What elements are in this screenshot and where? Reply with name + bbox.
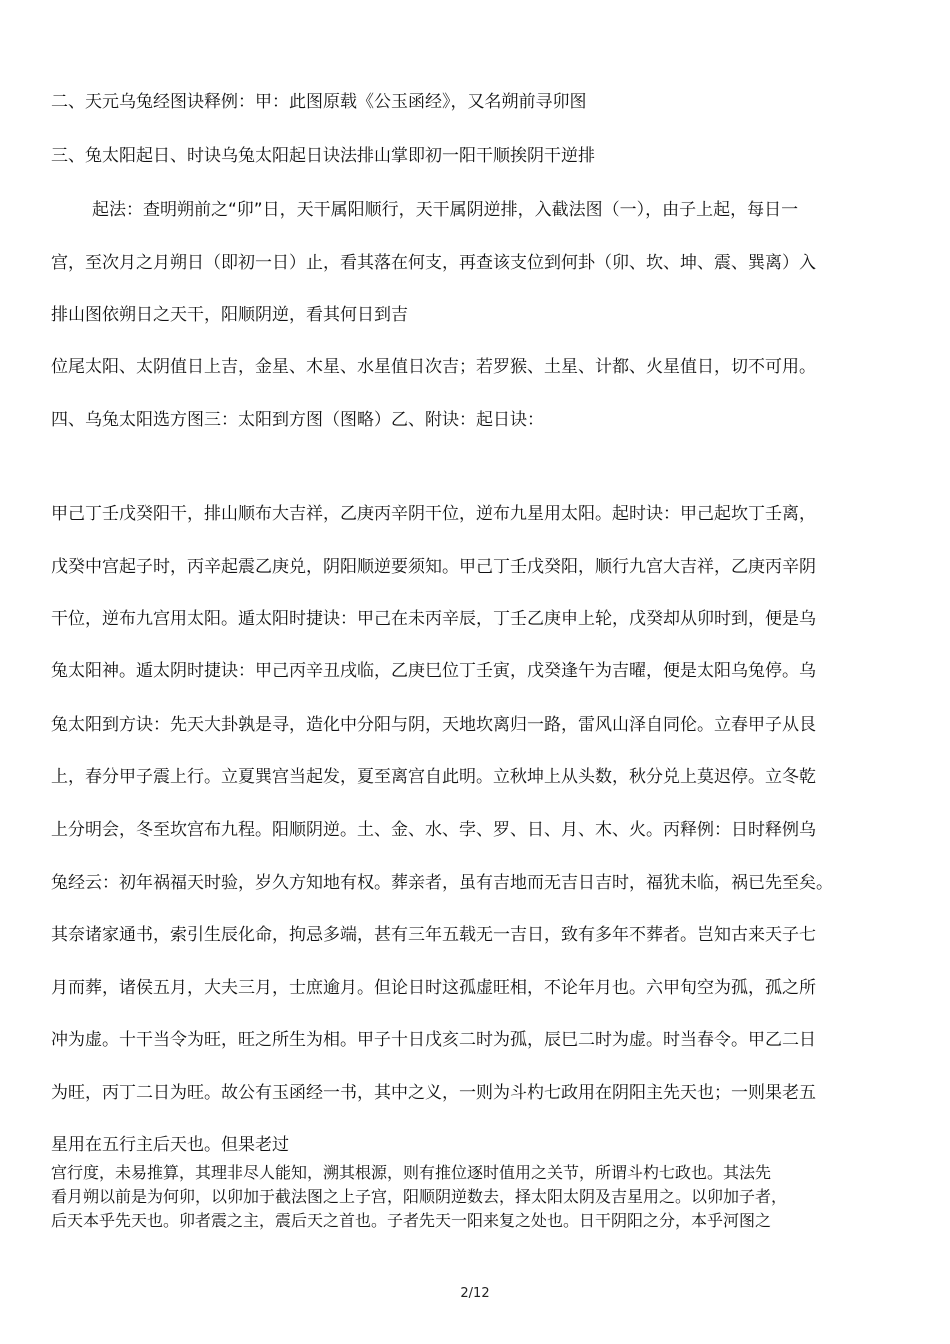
paragraph-line: 其奈诸家通书，索引生辰化命，拘忌多端，甚有三年五载无一吉日，致有多年不葬者。岂知古来天子七 xyxy=(51,925,816,945)
paragraph-line: 星用在五行主后天也。但果老过 xyxy=(51,1135,289,1155)
heading-section-2: 二、天元乌兔经图诀释例：甲：此图原载《公玉函经》，又名朔前寻卯图 xyxy=(51,92,587,112)
heading-section-3: 三、兔太阳起日、时诀乌兔太阳起日诀法排山掌即初一阳干顺挨阴干逆排 xyxy=(51,146,595,166)
paragraph-line-dense: 看月朔以前是为何卯，以卯加于截法图之上子宫，阳顺阴逆数去，择太阳太阴及吉星用之。以卯加子者， xyxy=(51,1187,788,1206)
paragraph-line: 上，春分甲子震上行。立夏巽宫当起发，夏至离宫自此明。立秋坤上从头数，秋分兑上莫迟停。立冬乾 xyxy=(51,767,816,787)
paragraph-line: 排山图依朔日之天干，阳顺阴逆，看其何日到吉 xyxy=(51,305,408,325)
paragraph-line: 位尾太阳、太阴值日上吉，金星、木星、水星值日次吉；若罗猴、土星、计都、火星值日，切不可用。 xyxy=(51,357,816,377)
paragraph-line: 起法：查明朔前之“卯”日，天干属阳顺行，天干属阴逆排，入截法图（一），由子上起，每日一 xyxy=(92,200,799,220)
paragraph-line: 戊癸中宫起子时，丙辛起震乙庚兑，阴阳顺逆要须知。甲己丁壬戊癸阳，顺行九宫大吉祥，乙庚丙辛阴 xyxy=(51,557,816,577)
heading-section-4: 四、乌兔太阳选方图三：太阳到方图（图略）乙、附诀：起日诀： xyxy=(51,410,544,430)
paragraph-line: 月而葬，诸侯五月，大夫三月，士庶逾月。但论日时这孤虚旺相，不论年月也。六甲旬空为孤，孤之所 xyxy=(51,978,816,998)
paragraph-line: 宫，至次月之月朔日（即初一日）止，看其落在何支，再查该支位到何卦（卯、坎、坤、震、巽离）入 xyxy=(51,253,816,273)
paragraph-line: 干位，逆布九宫用太阳。遁太阳时捷诀：甲己在未丙辛辰，丁壬乙庚申上轮，戊癸却从卯时到，便是乌 xyxy=(51,609,816,629)
page-number: 2/12 xyxy=(460,1286,490,1301)
paragraph-line: 为旺，丙丁二日为旺。故公有玉函经一书，其中之义，一则为斗杓七政用在阴阳主先天也；一则果老五 xyxy=(51,1083,816,1103)
paragraph-line: 甲己丁壬戊癸阳干，排山顺布大吉祥，乙庚丙辛阴干位，逆布九星用太阳。起时诀：甲己起坎丁壬离， xyxy=(51,504,816,524)
paragraph-line-dense: 宫行度，未易推算，其理非尽人能知，溯其根源，则有推位逐时值用之关节，所谓斗杓七政也。其法先 xyxy=(51,1163,772,1182)
paragraph-line: 上分明会，冬至坎宫布九程。阳顺阴逆。土、金、水、孛、罗、日、月、木、火。丙释例：日时释例乌 xyxy=(51,820,816,840)
paragraph-line-dense: 后天本乎先天也。卯者震之主，震后天之首也。子者先天一阳来复之处也。日干阴阳之分，本乎河图之 xyxy=(51,1211,772,1230)
paragraph-line: 兔太阳神。遁太阴时捷诀：甲己丙辛丑戌临，乙庚巳位丁壬寅，戊癸逢午为吉曜，便是太阳乌兔停。乌 xyxy=(51,661,816,681)
paragraph-line: 冲为虚。十干当令为旺，旺之所生为相。甲子十日戊亥二时为孤，辰巳二时为虚。时当春令。甲乙二日 xyxy=(51,1030,816,1050)
paragraph-line: 兔太阳到方诀：先天大卦孰是寻，造化中分阳与阴，天地坎离归一路，雷风山泽自同伦。立春甲子从艮 xyxy=(51,715,816,735)
paragraph-line: 兔经云：初年祸福天时验，岁久方知地有权。葬亲者，虽有吉地而无吉日吉时，福犹未临，祸已先至矣。 xyxy=(51,873,833,893)
